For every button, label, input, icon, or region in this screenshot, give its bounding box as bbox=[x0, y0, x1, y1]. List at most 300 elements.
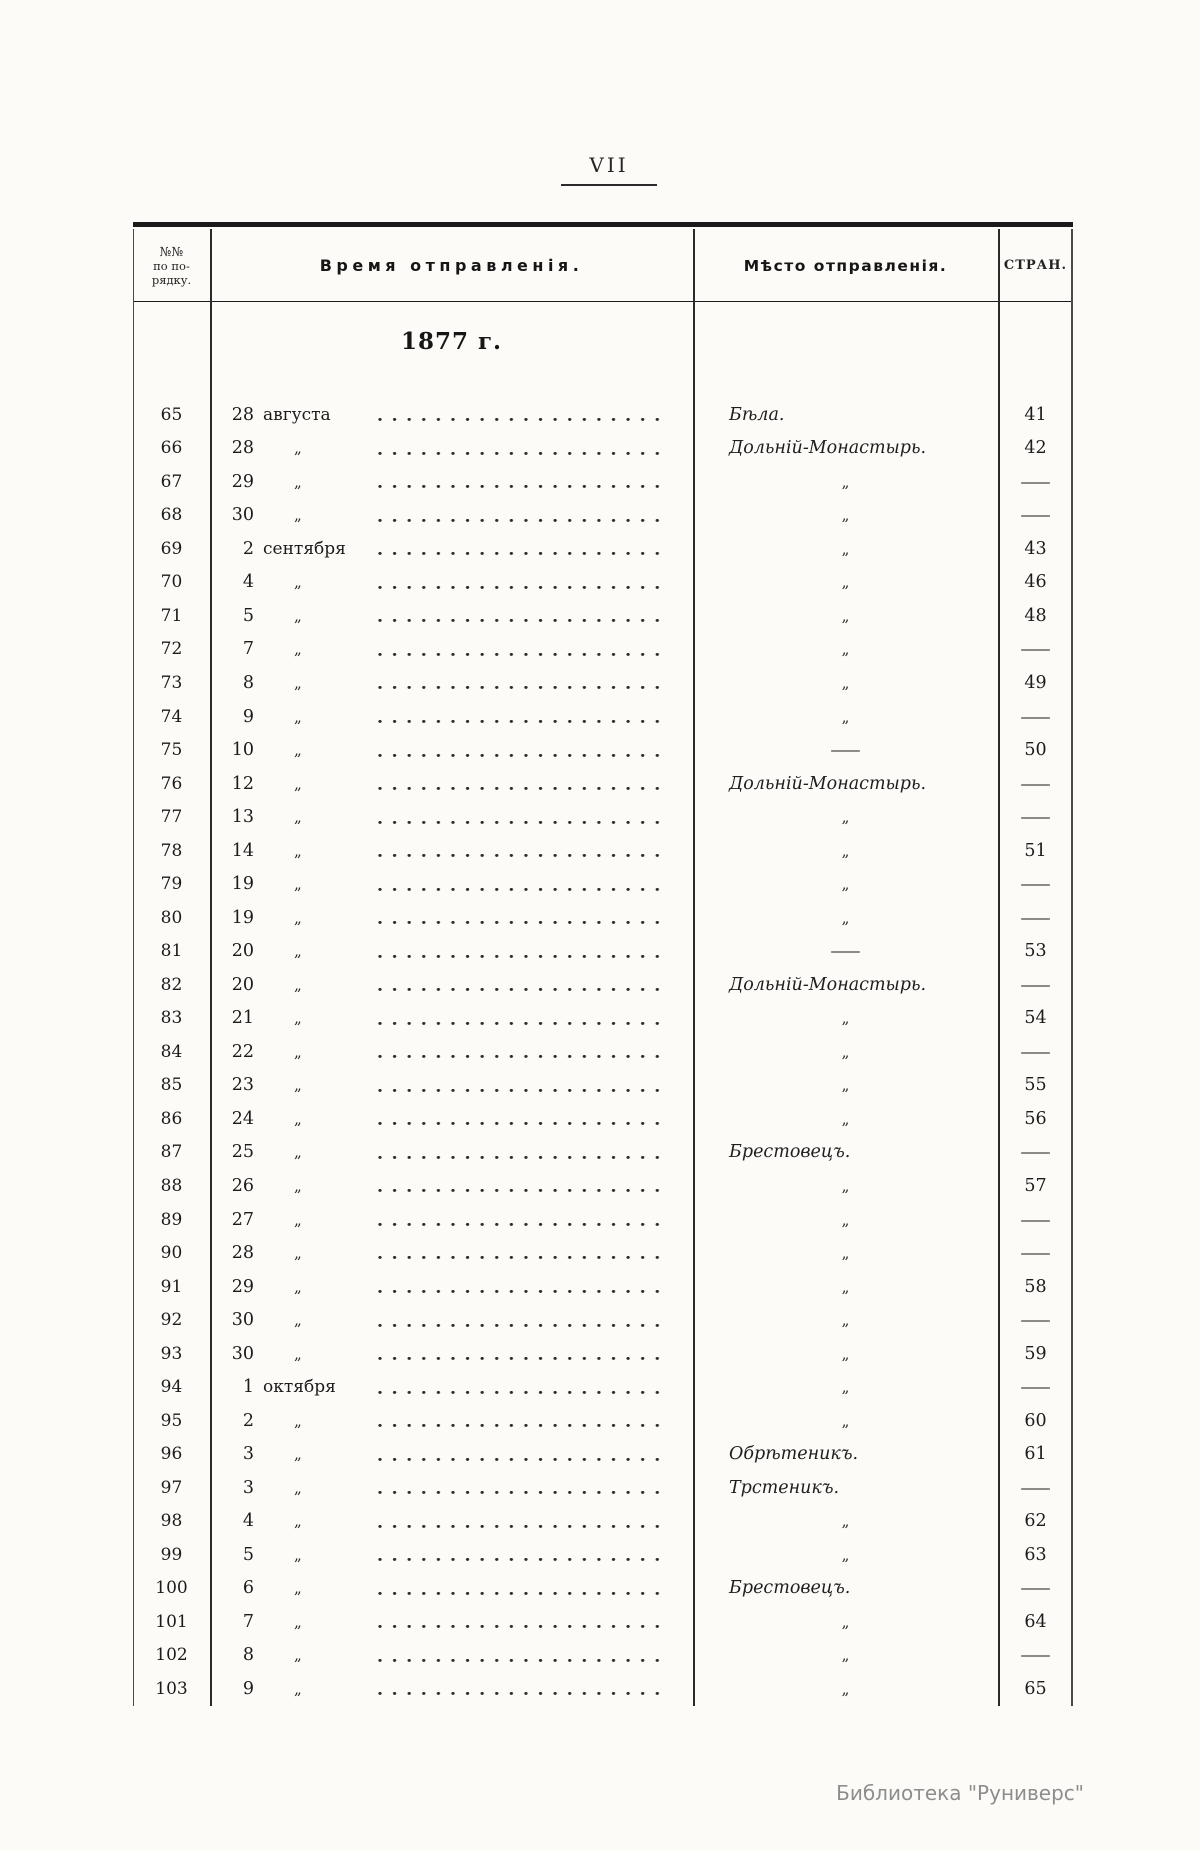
table-row bbox=[133, 1035, 1073, 1069]
departure-time-cell bbox=[210, 1572, 693, 1606]
dot-leader bbox=[378, 1069, 661, 1103]
dash-mark: — bbox=[1019, 908, 1052, 927]
departure-time-cell bbox=[210, 666, 693, 700]
table-row bbox=[133, 1370, 1073, 1404]
table-row bbox=[133, 1169, 1073, 1203]
departure-place-cell bbox=[693, 1412, 998, 1430]
departure-place-cell bbox=[693, 1578, 998, 1598]
departure-time-cell bbox=[210, 599, 693, 633]
page-number-cell bbox=[998, 1277, 1073, 1297]
dot-leader bbox=[378, 566, 661, 600]
table-row bbox=[133, 1102, 1073, 1136]
departure-place-cell bbox=[693, 1142, 998, 1162]
departure-place-cell bbox=[693, 909, 998, 927]
departure-place-cell bbox=[693, 740, 998, 760]
departure-time-cell bbox=[210, 1538, 693, 1572]
place-name: Дольній-Монастырь. bbox=[729, 974, 927, 995]
row-number: 84 bbox=[160, 1041, 183, 1062]
page-number-cell bbox=[998, 908, 1073, 928]
departure-time-cell bbox=[210, 1370, 693, 1404]
dot-leader bbox=[378, 532, 661, 566]
departure-time-cell bbox=[210, 398, 693, 432]
page-number-cell bbox=[998, 1042, 1073, 1062]
page-number-cell bbox=[998, 472, 1073, 492]
departure-day: 4 bbox=[242, 1511, 254, 1532]
ditto-mark: „ bbox=[841, 472, 850, 491]
dot-leader bbox=[378, 1572, 661, 1606]
page-number-cell bbox=[998, 438, 1073, 458]
ditto-mark: „ bbox=[294, 1143, 302, 1162]
ditto-mark: „ bbox=[841, 908, 850, 927]
departure-time-cell bbox=[210, 1437, 693, 1471]
table-row bbox=[133, 1505, 1073, 1539]
dot-leader bbox=[378, 1303, 661, 1337]
table-row bbox=[133, 968, 1073, 1002]
page-number-cell bbox=[998, 1411, 1073, 1431]
ditto-mark: „ bbox=[294, 1512, 302, 1531]
table-row bbox=[133, 1605, 1073, 1639]
table-row bbox=[133, 1203, 1073, 1237]
row-number: 72 bbox=[160, 639, 183, 660]
dot-leader bbox=[378, 1136, 661, 1170]
table-row bbox=[133, 733, 1073, 767]
table-row bbox=[133, 398, 1073, 432]
table-row bbox=[133, 532, 1073, 566]
page-number-cell bbox=[998, 874, 1073, 894]
ditto-mark: „ bbox=[294, 1210, 302, 1229]
ditto-mark: „ bbox=[294, 1579, 302, 1598]
ditto-mark: „ bbox=[841, 1311, 850, 1330]
departure-day: 6 bbox=[242, 1578, 254, 1599]
page-number-cell bbox=[998, 707, 1073, 727]
departure-day: 9 bbox=[242, 1678, 254, 1699]
ditto-mark: „ bbox=[841, 1411, 850, 1430]
ditto-mark: „ bbox=[294, 1009, 302, 1028]
row-number: 99 bbox=[160, 1544, 183, 1565]
place-name: Дольній-Монастырь. bbox=[729, 438, 927, 459]
ditto-mark: „ bbox=[294, 1244, 302, 1263]
dash-mark: — bbox=[1019, 1244, 1052, 1263]
departure-place-cell bbox=[693, 540, 998, 558]
departure-time-cell bbox=[210, 1002, 693, 1036]
dot-leader bbox=[378, 935, 661, 969]
departure-day: 29 bbox=[231, 1276, 254, 1297]
page-number-cell bbox=[998, 1176, 1073, 1196]
dash-mark: — bbox=[1019, 1478, 1052, 1497]
table-header-row bbox=[133, 231, 1073, 302]
departure-place-cell bbox=[693, 1444, 998, 1464]
table-row bbox=[133, 1303, 1073, 1337]
departure-place-cell bbox=[693, 774, 998, 794]
ditto-mark: „ bbox=[841, 539, 850, 558]
departure-month: сентября bbox=[263, 538, 346, 559]
departure-time-cell bbox=[210, 767, 693, 801]
departure-day: 30 bbox=[231, 1310, 254, 1331]
departure-day: 30 bbox=[231, 505, 254, 526]
ditto-mark: „ bbox=[294, 1478, 302, 1497]
departure-place-cell bbox=[693, 1009, 998, 1027]
departure-place-cell bbox=[693, 875, 998, 893]
page-number-cell bbox=[998, 1109, 1073, 1129]
departure-time-cell bbox=[210, 532, 693, 566]
index-table bbox=[133, 222, 1073, 1706]
departure-time-cell bbox=[210, 566, 693, 600]
dot-leader bbox=[378, 1605, 661, 1639]
dot-leader bbox=[378, 1002, 661, 1036]
departure-place-cell bbox=[693, 975, 998, 995]
departure-day: 19 bbox=[231, 907, 254, 928]
dash-mark: — bbox=[1019, 707, 1052, 726]
ditto-mark: „ bbox=[841, 1512, 850, 1531]
dot-leader bbox=[378, 1370, 661, 1404]
row-number: 74 bbox=[160, 706, 183, 727]
departure-day: 2 bbox=[242, 538, 254, 559]
dot-leader bbox=[378, 1236, 661, 1270]
departure-day: 5 bbox=[242, 605, 254, 626]
row-number: 77 bbox=[160, 807, 183, 828]
page-number-cell bbox=[998, 405, 1073, 425]
ditto-mark: „ bbox=[294, 1042, 302, 1061]
table-row bbox=[133, 633, 1073, 667]
departure-time-cell bbox=[210, 465, 693, 499]
departure-place-cell bbox=[693, 405, 998, 425]
table-row bbox=[133, 1672, 1073, 1706]
ditto-mark: „ bbox=[841, 1009, 850, 1028]
dash-mark: — bbox=[1019, 975, 1052, 994]
table-row bbox=[133, 1136, 1073, 1170]
departure-day: 22 bbox=[231, 1041, 254, 1062]
departure-time-cell bbox=[210, 1236, 693, 1270]
departure-time-cell bbox=[210, 633, 693, 667]
ditto-mark: „ bbox=[294, 841, 302, 860]
row-number: 75 bbox=[160, 740, 183, 761]
ditto-mark: „ bbox=[294, 1076, 302, 1095]
dot-leader bbox=[378, 1471, 661, 1505]
table-row bbox=[133, 935, 1073, 969]
ditto-mark: „ bbox=[294, 1109, 302, 1128]
departure-place-cell bbox=[693, 640, 998, 658]
ditto-mark: „ bbox=[294, 975, 302, 994]
ditto-mark: „ bbox=[294, 606, 302, 625]
dot-leader bbox=[378, 700, 661, 734]
header-number-line1: №№ bbox=[159, 243, 184, 259]
departure-time-cell bbox=[210, 1035, 693, 1069]
page-number-cell bbox=[998, 1511, 1073, 1531]
row-number: 102 bbox=[155, 1645, 188, 1666]
row-number: 97 bbox=[160, 1477, 183, 1498]
dash-mark: — bbox=[1019, 1210, 1052, 1229]
departure-place-cell bbox=[693, 506, 998, 524]
dot-leader bbox=[378, 968, 661, 1002]
page-ref: 46 bbox=[1024, 572, 1047, 593]
page-ref: 43 bbox=[1024, 538, 1047, 559]
departure-time-cell bbox=[210, 1102, 693, 1136]
departure-time-cell bbox=[210, 1069, 693, 1103]
departure-day: 3 bbox=[242, 1444, 254, 1465]
page-number-cell bbox=[998, 1344, 1073, 1364]
ditto-mark: „ bbox=[294, 1344, 302, 1363]
table-row bbox=[133, 1538, 1073, 1572]
header-departure-time: Время отправленія. bbox=[319, 256, 584, 275]
departure-time-cell bbox=[210, 1471, 693, 1505]
dot-leader bbox=[378, 834, 661, 868]
column-divider-2 bbox=[693, 229, 695, 1706]
page-number-cell bbox=[998, 941, 1073, 961]
row-number: 66 bbox=[160, 438, 183, 459]
departure-day: 25 bbox=[231, 1142, 254, 1163]
dot-leader bbox=[378, 1102, 661, 1136]
dash-mark: — bbox=[1019, 1378, 1052, 1397]
departure-place-cell bbox=[693, 708, 998, 726]
departure-place-cell bbox=[693, 607, 998, 625]
ditto-mark: „ bbox=[294, 1646, 302, 1665]
dot-leader bbox=[378, 1203, 661, 1237]
page-ref: 49 bbox=[1024, 673, 1047, 694]
row-number: 76 bbox=[160, 773, 183, 794]
departure-day: 19 bbox=[231, 874, 254, 895]
row-number: 92 bbox=[160, 1310, 183, 1331]
page-number-cell bbox=[998, 1377, 1073, 1397]
page-ref: 51 bbox=[1024, 840, 1047, 861]
dash-mark: — bbox=[1019, 1042, 1052, 1061]
departure-time-cell bbox=[210, 700, 693, 734]
departure-day: 20 bbox=[231, 974, 254, 995]
ditto-mark: „ bbox=[841, 808, 850, 827]
year-heading: 1877 г. bbox=[400, 328, 503, 355]
departure-day: 8 bbox=[242, 1645, 254, 1666]
ditto-mark: „ bbox=[294, 439, 302, 458]
departure-time-cell bbox=[210, 1639, 693, 1673]
departure-day: 24 bbox=[231, 1108, 254, 1129]
departure-place-cell bbox=[693, 1211, 998, 1229]
departure-day: 14 bbox=[231, 840, 254, 861]
table-row bbox=[133, 566, 1073, 600]
page-number-cell bbox=[998, 1679, 1073, 1699]
ditto-mark: „ bbox=[841, 1244, 850, 1263]
row-number: 100 bbox=[155, 1578, 188, 1599]
ditto-mark: „ bbox=[294, 506, 302, 525]
place-name: Дольній-Монастырь. bbox=[729, 773, 927, 794]
departure-day: 21 bbox=[231, 1008, 254, 1029]
row-number: 82 bbox=[160, 974, 183, 995]
row-number: 95 bbox=[160, 1410, 183, 1431]
row-number: 71 bbox=[160, 605, 183, 626]
departure-day: 28 bbox=[231, 1243, 254, 1264]
departure-day: 7 bbox=[242, 639, 254, 660]
ditto-mark: „ bbox=[841, 1042, 850, 1061]
departure-place-cell bbox=[693, 438, 998, 458]
page-number: VII bbox=[561, 153, 657, 186]
ditto-mark: „ bbox=[841, 1612, 850, 1631]
departure-day: 2 bbox=[242, 1410, 254, 1431]
table-row bbox=[133, 465, 1073, 499]
dot-leader bbox=[378, 733, 661, 767]
header-number-line3: рядку. bbox=[151, 272, 192, 287]
table-top-rule bbox=[133, 222, 1073, 227]
table-row bbox=[133, 1236, 1073, 1270]
ditto-mark: „ bbox=[841, 1277, 850, 1296]
page-number-cell bbox=[998, 1612, 1073, 1632]
page-number-cell bbox=[998, 1478, 1073, 1498]
place-name: Брестовецъ. bbox=[729, 1142, 851, 1163]
ditto-mark: „ bbox=[294, 472, 302, 491]
ditto-mark: „ bbox=[841, 1210, 850, 1229]
dot-leader bbox=[378, 1337, 661, 1371]
page-number-cell bbox=[998, 841, 1073, 861]
table-row bbox=[133, 767, 1073, 801]
departure-place-cell bbox=[693, 842, 998, 860]
departure-time-cell bbox=[210, 499, 693, 533]
departure-day: 26 bbox=[231, 1175, 254, 1196]
dash-mark: — bbox=[1019, 506, 1052, 525]
page-number-cell bbox=[998, 774, 1073, 794]
page-number-cell bbox=[998, 1444, 1073, 1464]
row-number: 96 bbox=[160, 1444, 183, 1465]
dot-leader bbox=[378, 666, 661, 700]
ditto-mark: „ bbox=[294, 640, 302, 659]
table-row bbox=[133, 1639, 1073, 1673]
departure-day: 29 bbox=[231, 471, 254, 492]
table-row bbox=[133, 901, 1073, 935]
row-number: 93 bbox=[160, 1343, 183, 1364]
dot-leader bbox=[378, 633, 661, 667]
row-number: 69 bbox=[160, 538, 183, 559]
page-number-cell bbox=[998, 1310, 1073, 1330]
place-name: Трстеникъ. bbox=[729, 1477, 840, 1498]
departure-time-cell bbox=[210, 1136, 693, 1170]
row-number: 90 bbox=[160, 1243, 183, 1264]
departure-time-cell bbox=[210, 901, 693, 935]
departure-day: 8 bbox=[242, 673, 254, 694]
departure-place-cell bbox=[693, 1512, 998, 1530]
dot-leader bbox=[378, 1035, 661, 1069]
dot-leader bbox=[378, 901, 661, 935]
departure-place-cell bbox=[693, 1546, 998, 1564]
dash-mark: — bbox=[829, 741, 862, 760]
ditto-mark: „ bbox=[841, 1176, 850, 1195]
ditto-mark: „ bbox=[294, 1679, 302, 1698]
ditto-mark: „ bbox=[841, 1109, 850, 1128]
dash-mark: — bbox=[1019, 1311, 1052, 1330]
departure-place-cell bbox=[693, 1278, 998, 1296]
departure-day: 9 bbox=[242, 706, 254, 727]
table-row bbox=[133, 700, 1073, 734]
place-name: Брестовецъ. bbox=[729, 1578, 851, 1599]
page-number-cell bbox=[998, 606, 1073, 626]
departure-place-cell bbox=[693, 1478, 998, 1498]
dash-mark: — bbox=[1019, 808, 1052, 827]
dot-leader bbox=[378, 1538, 661, 1572]
row-number: 65 bbox=[160, 404, 183, 425]
departure-place-cell bbox=[693, 1043, 998, 1061]
page-number-cell bbox=[998, 1243, 1073, 1263]
departure-time-cell bbox=[210, 1169, 693, 1203]
ditto-mark: „ bbox=[294, 674, 302, 693]
ditto-mark: „ bbox=[841, 674, 850, 693]
row-number: 68 bbox=[160, 505, 183, 526]
ditto-mark: „ bbox=[294, 707, 302, 726]
table-row bbox=[133, 1437, 1073, 1471]
table-row bbox=[133, 867, 1073, 901]
dot-leader bbox=[378, 1270, 661, 1304]
dot-leader bbox=[378, 800, 661, 834]
departure-time-cell bbox=[210, 733, 693, 767]
departure-place-cell bbox=[693, 1110, 998, 1128]
dot-leader bbox=[378, 398, 661, 432]
departure-day: 27 bbox=[231, 1209, 254, 1230]
ditto-mark: „ bbox=[841, 841, 850, 860]
column-divider-1 bbox=[210, 229, 212, 1706]
table-row bbox=[133, 499, 1073, 533]
table-row bbox=[133, 1270, 1073, 1304]
departure-place-cell bbox=[693, 1378, 998, 1396]
ditto-mark: „ bbox=[294, 774, 302, 793]
departure-place-cell bbox=[693, 941, 998, 961]
page-number-cell bbox=[998, 740, 1073, 760]
page-ref: 59 bbox=[1024, 1343, 1047, 1364]
departure-day: 5 bbox=[242, 1544, 254, 1565]
page-ref: 54 bbox=[1024, 1008, 1047, 1029]
departure-time-cell bbox=[210, 968, 693, 1002]
page-ref: 56 bbox=[1024, 1108, 1047, 1129]
library-watermark: Библиотека "Руниверс" bbox=[836, 1781, 1084, 1805]
departure-month: октября bbox=[263, 1377, 336, 1398]
page-ref: 57 bbox=[1024, 1175, 1047, 1196]
ditto-mark: „ bbox=[294, 1612, 302, 1631]
ditto-mark: „ bbox=[294, 741, 302, 760]
row-number: 67 bbox=[160, 471, 183, 492]
table-body bbox=[133, 302, 1073, 1706]
dot-leader bbox=[378, 767, 661, 801]
departure-place-cell bbox=[693, 674, 998, 692]
page-number-cell bbox=[998, 505, 1073, 525]
ditto-mark: „ bbox=[841, 1545, 850, 1564]
page-number-cell bbox=[998, 1075, 1073, 1095]
dot-leader bbox=[378, 1505, 661, 1539]
departure-day: 23 bbox=[231, 1075, 254, 1096]
table-row bbox=[133, 834, 1073, 868]
departure-place-cell bbox=[693, 1244, 998, 1262]
page-number-cell bbox=[998, 1142, 1073, 1162]
departure-time-cell bbox=[210, 1505, 693, 1539]
header-page-column: СТРАН. bbox=[1003, 258, 1068, 273]
ditto-mark: „ bbox=[294, 942, 302, 961]
departure-day: 1 bbox=[242, 1377, 254, 1398]
table-row bbox=[133, 599, 1073, 633]
header-number-line2: по по- bbox=[153, 258, 190, 273]
dash-mark: — bbox=[1019, 1579, 1052, 1598]
row-number: 70 bbox=[160, 572, 183, 593]
ditto-mark: „ bbox=[841, 1679, 850, 1698]
departure-place-cell bbox=[693, 1177, 998, 1195]
ditto-mark: „ bbox=[841, 1378, 850, 1397]
ditto-mark: „ bbox=[294, 1311, 302, 1330]
page-number-cell bbox=[998, 1545, 1073, 1565]
page-ref: 55 bbox=[1024, 1075, 1047, 1096]
page-number-cell bbox=[998, 673, 1073, 693]
dot-leader bbox=[378, 1639, 661, 1673]
departure-place-cell bbox=[693, 1345, 998, 1363]
departure-time-cell bbox=[210, 1203, 693, 1237]
page-number-cell bbox=[998, 1210, 1073, 1230]
row-number: 79 bbox=[160, 874, 183, 895]
departure-place-cell bbox=[693, 1680, 998, 1698]
departure-place-cell bbox=[693, 1646, 998, 1664]
dash-mark: — bbox=[829, 942, 862, 961]
departure-place-cell bbox=[693, 1311, 998, 1329]
departure-day: 10 bbox=[231, 740, 254, 761]
departure-day: 28 bbox=[231, 438, 254, 459]
